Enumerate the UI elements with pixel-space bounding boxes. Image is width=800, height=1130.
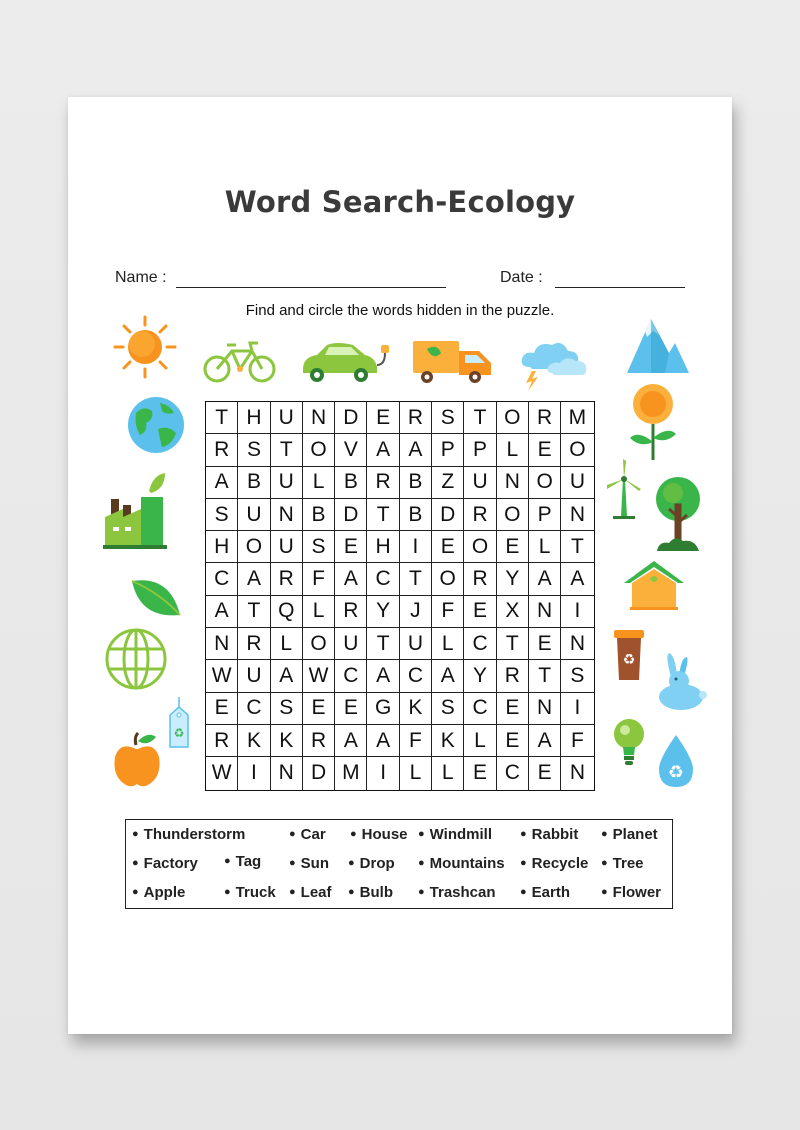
grid-cell[interactable]: R [464, 563, 496, 595]
grid-cell[interactable]: N [303, 402, 335, 434]
grid-cell[interactable]: N [561, 628, 593, 660]
grid-cell[interactable]: A [335, 725, 367, 757]
grid-cell[interactable]: A [335, 563, 367, 595]
grid-cell[interactable]: K [271, 725, 303, 757]
grid-cell[interactable]: L [271, 628, 303, 660]
date-label: Date : [500, 269, 543, 286]
page-title: Word Search-Ecology [224, 185, 576, 219]
grid-cell[interactable]: E [529, 628, 561, 660]
earth-icon [126, 395, 186, 455]
grid-cell[interactable]: R [271, 563, 303, 595]
bullet-icon: ● [132, 857, 139, 869]
grid-cell[interactable]: J [400, 596, 432, 628]
svg-text:♻: ♻ [667, 762, 685, 783]
grid-cell[interactable]: E [367, 402, 399, 434]
word-list-item [601, 884, 661, 901]
grid-cell[interactable]: A [206, 596, 238, 628]
grid-cell[interactable]: N [569, 761, 585, 785]
grid-cell[interactable]: R [400, 402, 432, 434]
word-list-item [289, 855, 329, 872]
grid-cell[interactable]: L [303, 467, 335, 499]
grid-cell[interactable]: S [271, 693, 303, 725]
grid-cell[interactable]: K [238, 725, 270, 757]
word-label: House [361, 826, 408, 843]
grid-cell[interactable]: O [464, 531, 496, 563]
name-field-line[interactable] [176, 287, 446, 288]
word-label: Sun [300, 855, 329, 872]
bullet-icon: ● [418, 828, 425, 840]
word-list-item [418, 855, 505, 872]
grid-cell[interactable]: I [367, 757, 399, 789]
grid-cell[interactable]: I [400, 531, 432, 563]
word-label: Recycle [531, 855, 589, 872]
word-list-item [348, 884, 393, 901]
bullet-icon: ● [418, 886, 425, 898]
grid-cell[interactable]: N [561, 499, 593, 531]
grid-cell[interactable]: U [271, 467, 303, 499]
word-label: Leaf [300, 884, 332, 901]
word-list-item [132, 855, 198, 872]
grid-cell[interactable]: S [206, 499, 238, 531]
grid-cell[interactable]: T [400, 563, 432, 595]
grid-cell[interactable]: G [367, 693, 399, 725]
grid-cell[interactable]: A [529, 725, 561, 757]
grid-cell[interactable]: B [400, 499, 432, 531]
grid-cell[interactable]: Y [497, 563, 529, 595]
bullet-icon: ● [289, 857, 296, 869]
grid-cell[interactable]: U [464, 467, 496, 499]
grid-cell[interactable]: A [367, 434, 399, 466]
instructions: Find and circle the words hidden in the puzzle. [245, 302, 555, 319]
word-list-item [601, 826, 658, 843]
grid-cell[interactable]: W [303, 660, 335, 692]
grid-cell[interactable]: Q [271, 596, 303, 628]
grid-cell[interactable]: N [529, 693, 561, 725]
grid-cell[interactable]: O [432, 563, 464, 595]
grid-cell[interactable]: M [561, 402, 593, 434]
grid-cell[interactable]: D [335, 402, 367, 434]
word-label: Truck [235, 884, 276, 901]
grid-cell[interactable]: B [335, 467, 367, 499]
truck-icon [411, 337, 497, 385]
grid-cell[interactable]: O [303, 434, 335, 466]
grid-cell[interactable]: E [529, 434, 561, 466]
name-label: Name : [115, 269, 167, 286]
grid-cell[interactable]: W [206, 757, 238, 789]
word-label: Windmill [429, 826, 493, 843]
date-field-line[interactable] [555, 287, 685, 288]
grid-cell[interactable]: M [335, 757, 367, 789]
grid-cell[interactable]: K [400, 693, 432, 725]
word-list-item [289, 884, 332, 901]
grid-cell[interactable]: P [529, 499, 561, 531]
grid-cell[interactable]: C [497, 757, 529, 789]
grid-cell[interactable]: E [206, 693, 238, 725]
grid-cell[interactable]: S [561, 660, 593, 692]
grid-cell[interactable]: T [367, 628, 399, 660]
grid-cell[interactable]: B [303, 499, 335, 531]
word-list-item [601, 855, 644, 872]
bullet-icon: ● [520, 886, 527, 898]
word-label: Apple [143, 884, 186, 901]
word-search-grid[interactable] [205, 401, 595, 791]
word-list-item [520, 826, 578, 843]
grid-cell[interactable]: O [529, 467, 561, 499]
apple-icon [112, 731, 162, 789]
grid-cell[interactable]: N [271, 499, 303, 531]
grid-cell[interactable]: R [464, 499, 496, 531]
tag-icon [166, 695, 192, 751]
bullet-icon: ● [348, 857, 355, 869]
grid-cell[interactable]: A [400, 434, 432, 466]
grid-cell[interactable]: T [561, 531, 593, 563]
grid-cell[interactable]: L [432, 757, 464, 789]
grid-cell[interactable]: F [432, 596, 464, 628]
word-label: Bulb [359, 884, 393, 901]
grid-cell[interactable]: B [400, 467, 432, 499]
factory-icon [103, 469, 169, 551]
grid-cell[interactable]: L [432, 628, 464, 660]
grid-cell[interactable]: A [271, 660, 303, 692]
grid-cell[interactable]: A [206, 467, 238, 499]
grid-cell[interactable]: U [271, 402, 303, 434]
mountain-icon [625, 313, 691, 375]
trash-can-icon [612, 628, 646, 682]
bullet-icon: ● [418, 857, 425, 869]
word-label: Planet [612, 826, 658, 843]
word-label: Thunderstorm [143, 826, 246, 843]
grid-cell[interactable]: X [497, 596, 529, 628]
grid-cell[interactable]: E [529, 757, 561, 789]
grid-cell[interactable]: R [238, 628, 270, 660]
word-list-item [224, 853, 261, 870]
grid-cell[interactable]: F [303, 563, 335, 595]
grid-cell[interactable]: V [335, 434, 367, 466]
wind-turbine-icon [605, 459, 643, 521]
bullet-icon: ● [132, 886, 139, 898]
grid-cell[interactable]: T [271, 434, 303, 466]
grid-cell[interactable]: T [497, 628, 529, 660]
bullet-icon: ● [520, 828, 527, 840]
word-list-item [224, 884, 276, 901]
grid-cell[interactable]: U [238, 499, 270, 531]
grid-cell[interactable]: R [335, 596, 367, 628]
grid-cell[interactable]: C [464, 628, 496, 660]
grid-cell[interactable]: Z [432, 467, 464, 499]
worksheet-page [68, 97, 732, 1034]
grid-cell[interactable]: F [561, 725, 593, 757]
grid-cell[interactable]: L [497, 434, 529, 466]
bullet-icon: ● [601, 828, 608, 840]
rabbit-icon [651, 651, 707, 711]
grid-cell[interactable]: Y [367, 596, 399, 628]
grid-cell[interactable]: H [206, 531, 238, 563]
grid-cell[interactable]: P [432, 434, 464, 466]
grid-cell[interactable]: R [303, 725, 335, 757]
grid-cell[interactable]: E [464, 757, 496, 789]
grid-cell[interactable]: C [238, 693, 270, 725]
word-list-item [350, 826, 408, 843]
grid-cell[interactable]: W [206, 660, 238, 692]
word-list-item [520, 855, 588, 872]
grid-cell[interactable]: S [432, 693, 464, 725]
grid-cell[interactable]: E [497, 531, 529, 563]
grid-cell[interactable]: S [303, 531, 335, 563]
bullet-icon: ● [520, 857, 527, 869]
svg-text:♻: ♻ [622, 652, 636, 668]
grid-cell[interactable]: T [206, 402, 238, 434]
word-list-item [348, 855, 395, 872]
grid-cell[interactable]: P [464, 434, 496, 466]
bullet-icon: ● [350, 828, 357, 840]
water-drop-icon [655, 733, 697, 789]
grid-cell[interactable]: A [561, 563, 593, 595]
bullet-icon: ● [224, 855, 231, 867]
grid-cell[interactable]: L [529, 531, 561, 563]
grid-cell[interactable]: R [206, 725, 238, 757]
grid-cell[interactable]: I [238, 757, 270, 789]
grid-cell[interactable]: U [561, 467, 593, 499]
bullet-icon: ● [132, 828, 139, 840]
grid-cell[interactable]: L [464, 725, 496, 757]
word-label: Flower [612, 884, 661, 901]
grid-cell[interactable]: U [271, 531, 303, 563]
word-label: Tree [612, 855, 644, 872]
grid-cell[interactable]: O [497, 402, 529, 434]
word-label: Trashcan [429, 884, 496, 901]
grid-cell[interactable]: A [432, 660, 464, 692]
leaf-icon [130, 577, 182, 619]
grid-cell[interactable]: S [238, 434, 270, 466]
grid-cell[interactable]: I [561, 693, 593, 725]
grid-cell[interactable]: H [238, 402, 270, 434]
grid-cell[interactable]: E [464, 596, 496, 628]
word-label: Drop [359, 855, 395, 872]
sunflower-icon [628, 382, 678, 462]
bicycle-icon [202, 337, 278, 385]
grid-cell[interactable]: A [238, 563, 270, 595]
grid-cell[interactable]: I [561, 596, 593, 628]
grid-cell[interactable]: C [400, 660, 432, 692]
bullet-icon: ● [289, 886, 296, 898]
grid-cell[interactable]: N [271, 757, 303, 789]
grid-cell[interactable]: S [432, 402, 464, 434]
grid-cell[interactable]: C [464, 693, 496, 725]
grid-cell[interactable]: R [206, 434, 238, 466]
grid-cell[interactable]: T [464, 402, 496, 434]
grid-cell[interactable]: U [335, 628, 367, 660]
grid-cell[interactable]: R [497, 660, 529, 692]
word-label: Car [300, 826, 326, 843]
grid-cell[interactable]: A [529, 563, 561, 595]
house-icon [620, 557, 688, 613]
word-list [125, 819, 673, 909]
grid-cell[interactable]: E [497, 693, 529, 725]
grid-cell[interactable]: O [303, 628, 335, 660]
grid-cell[interactable]: B [238, 467, 270, 499]
word-list-item [132, 884, 185, 901]
grid-cell[interactable]: E [432, 531, 464, 563]
bullet-icon: ● [601, 857, 608, 869]
grid-cell[interactable]: F [400, 725, 432, 757]
bullet-icon: ● [289, 828, 296, 840]
bullet-icon: ● [601, 886, 608, 898]
bulb-icon [612, 717, 646, 769]
globe-icon [104, 627, 168, 691]
bullet-icon: ● [348, 886, 355, 898]
grid-cell[interactable]: R [367, 467, 399, 499]
grid-cell[interactable]: K [432, 725, 464, 757]
grid-cell[interactable]: O [561, 434, 593, 466]
grid-cell[interactable]: N [497, 467, 529, 499]
grid-cell[interactable]: E [497, 725, 529, 757]
svg-text:♻: ♻ [173, 726, 185, 740]
grid-cell[interactable]: E [303, 693, 335, 725]
grid-cell[interactable]: H [367, 531, 399, 563]
grid-cell[interactable]: E [335, 531, 367, 563]
tree-icon [653, 475, 703, 555]
word-list-item [520, 884, 570, 901]
grid-cell[interactable]: T [367, 499, 399, 531]
grid-cell[interactable]: Y [464, 660, 496, 692]
sun-icon [113, 315, 177, 379]
grid-cell[interactable]: C [335, 660, 367, 692]
word-label: Factory [143, 855, 198, 872]
grid-cell[interactable]: D [432, 499, 464, 531]
grid-cell[interactable]: O [497, 499, 529, 531]
word-label: Tag [235, 853, 262, 870]
word-label: Rabbit [531, 826, 579, 843]
grid-cell[interactable]: T [238, 596, 270, 628]
grid-cell[interactable]: U [238, 660, 270, 692]
word-label: Mountains [429, 855, 505, 872]
grid-cell[interactable]: E [335, 693, 367, 725]
grid-cell[interactable]: A [367, 725, 399, 757]
grid-cell[interactable]: C [367, 563, 399, 595]
word-list-item [418, 884, 496, 901]
word-label: Earth [531, 884, 570, 901]
cloud-icon [516, 335, 594, 391]
grid-cell[interactable]: C [206, 563, 238, 595]
word-list-item [289, 826, 326, 843]
electric-car-icon [297, 337, 393, 385]
grid-cell[interactable]: A [367, 660, 399, 692]
grid-cell[interactable]: L [400, 757, 432, 789]
grid-cell[interactable]: T [529, 660, 561, 692]
grid-cell[interactable]: L [303, 596, 335, 628]
grid-cell[interactable]: U [400, 628, 432, 660]
bullet-icon: ● [224, 886, 231, 898]
grid-cell[interactable]: D [303, 757, 335, 789]
grid-cell[interactable]: R [529, 402, 561, 434]
grid-cell[interactable]: N [206, 628, 238, 660]
word-list-item [132, 826, 245, 843]
word-list-item [418, 826, 492, 843]
grid-cell[interactable]: N [529, 596, 561, 628]
grid-cell[interactable]: D [335, 499, 367, 531]
grid-cell[interactable]: O [238, 531, 270, 563]
